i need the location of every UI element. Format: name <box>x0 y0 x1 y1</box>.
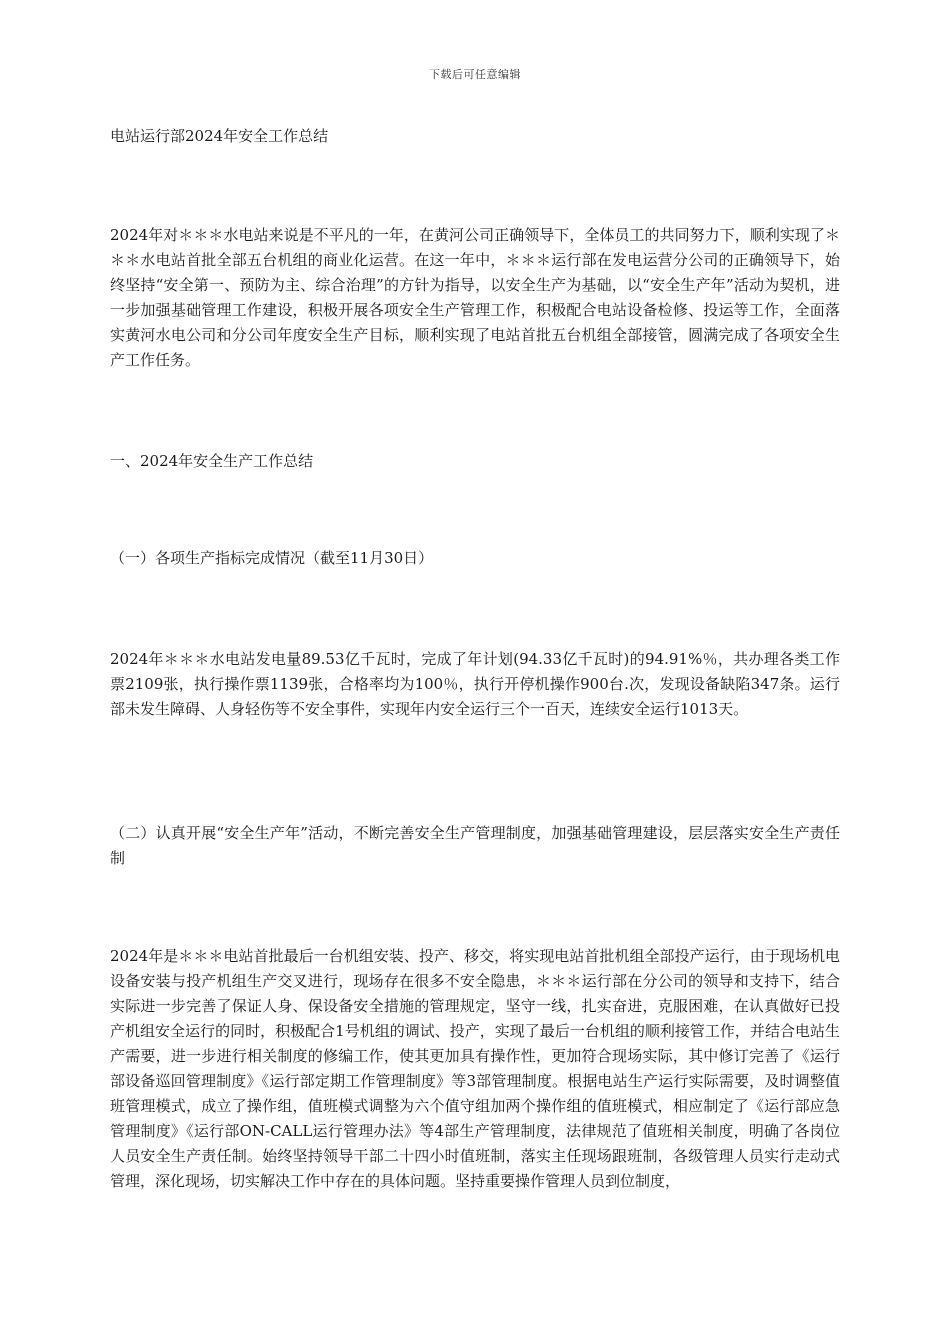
intro-paragraph: 2024年对＊＊＊水电站来说是不平凡的一年，在黄河公司正确领导下，全体员工的共同努力下，顺利实现了＊＊＊水电站首批全部五台机组的商业化运营。在这一年中，＊＊＊运行部在发电运营分公司的正确领导下，始终坚持“安全第一、预防为主、综合治理”的方针为指导，以安全生产为基础，以“安全生产年”活动为契机，进一步加强基础管理工作建设，积极开展各项安全生产管理工作，积极配合电站设备检修、投运等工作，全面落实黄河水电公司和分公司年度安全生产目标，顺利实现了电站首批五台机组全部接管，圆满完成了各项安全生产工作任务。 <box>110 226 840 369</box>
section-1-heading: 一、2024年安全生产工作总结 <box>110 452 314 470</box>
subsection-1-heading: （一）各项生产指标完成情况（截至11月30日） <box>110 549 434 567</box>
page-header-note: 下载后可任意编辑 <box>429 68 521 81</box>
document-title: 电站运行部2024年安全工作总结 <box>110 127 329 145</box>
subsection-1-paragraph: 2024年＊＊＊水电站发电量89.53亿千瓦时，完成了年计划(94.33亿千瓦时)的94.91%％，共办理各类工作票2109张，执行操作票1139张，合格率均为100％，执行开停机操作900台.次，发现设备缺陷347条。运行部未发生障碍、人身轻伤等不安全事件，实现年内安全运行三个一百天，连续安全运行1013天。 <box>110 650 840 718</box>
subsection-2-paragraph: 2024年是＊＊＊电站首批最后一台机组安装、投产、移交，将实现电站首批机组全部投产运行，由于现场机电设备安装与投产机组生产交叉进行，现场存在很多不安全隐患，＊＊＊运行部在分公司的领导和支持下，结合实际进一步完善了保证人身、保设备安全措施的管理规定，坚守一线，扎实奋进，克服困难，在认真做好已投产机组安全运行的同时，积极配合1号机组的调试、投产，实现了最后一台机组的顺利接管工作，并结合电站生产需要，进一步进行相关制度的修编工作，使其更加具有操作性，更加符合现场实际，其中修订完善了《运行部设备巡回管理制度》《运行部定期工作管理制度》等3部管理制度。根据电站生产运行实际需要，及时调整值班管理模式，成立了操作组，值班模式调整为六个值守组加两个操作组的值班模式，相应制定了《运行部应急管理制度》《运行部ON-CALL运行管理办法》等4部生产管理制度，法律规范了值班相关制度，明确了各岗位人员安全生产责任制。始终坚持领导干部二十四小时值班制，落实主任现场跟班制，各级管理人员实行走动式管理，深化现场，切实解决工作中存在的具体问题。坚持重要操作管理人员到位制度， <box>110 947 840 1190</box>
subsection-2-heading: （二）认真开展“安全生产年”活动，不断完善安全生产管理制度，加强基础管理建设，层层落实安全生产责任制 <box>110 824 840 867</box>
